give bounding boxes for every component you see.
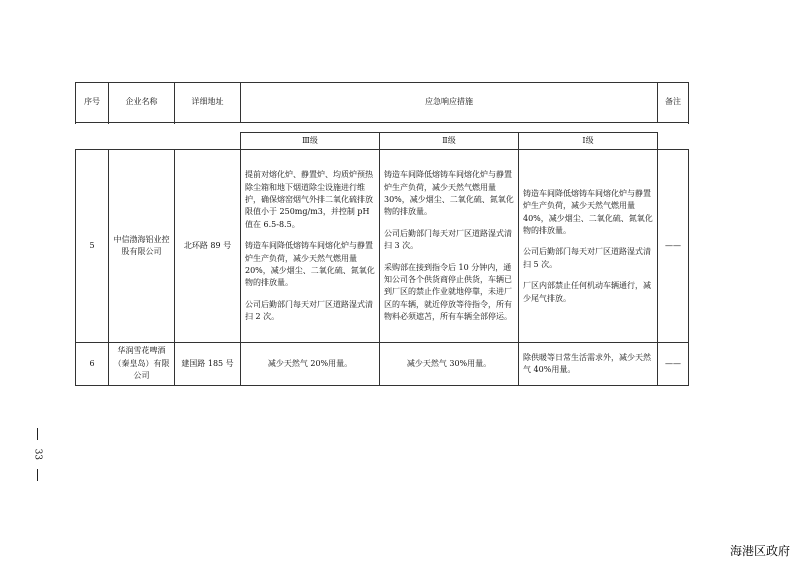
footer-watermark: 海港区政府 [729,544,790,558]
row-remarks: —— [658,343,689,385]
table-row [76,150,689,343]
measure-text: 公司后勤部门每天对厂区道路湿式清扫 3 次。 [384,228,512,251]
table-row [76,343,689,385]
header-company: 企业名称 [109,83,175,123]
row-level2 [380,150,519,343]
header-level1: Ⅰ级 [519,133,658,150]
row-level2: 减少天然气 30%用量。 [380,343,519,385]
measure-text: 厂区内部禁止任何机动车辆通行，减少尾气排放。 [523,281,651,303]
header-remarks: 备注 [658,83,689,123]
row-address: 北环路 89 号 [175,150,241,343]
measure-text: 公司后勤部门每天对厂区道路湿式清扫 5 次。 [523,247,651,269]
measure-text: 采购部在接到指令后 10 分钟内，通知公司各个供货商停止供货，车辆已到厂区的禁止作业就地停靠，未进厂区的车辆，就近停放等待指令，所有物料必须遮苫，所有车辆全部停运。 [384,262,512,322]
measure-text: 提前对熔化炉、静置炉、均质炉预热除尘箱和地下烟道除尘设施进行维护，确保熔窑烟气外排二氧化硫排放限值小于 250mg/m3，并控制 pH 值在 6.5-8.5。 [245,170,373,229]
row-seq: 5 [76,150,109,343]
page-number [28,428,46,481]
measure-text: 铸造车间降低熔铸车间熔化炉与静置炉生产负荷，减少天然气燃用量 30%，减少烟尘、二氧化硫、氮氧化物的排放量。 [384,170,514,217]
row-company: 中信渤海铝业控股有限公司 [109,150,175,343]
header-level3: Ⅲ级 [241,133,380,150]
page-number-text: 33 [32,448,43,461]
header-level2: Ⅱ级 [380,133,519,150]
emergency-measures-table [75,82,689,386]
measure-text: 公司后勤部门每天对厂区道路湿式清扫 2 次。 [245,299,373,322]
row-address: 建国路 185 号 [175,343,241,385]
measure-text: 铸造车间降低熔铸车间熔化炉与静置炉生产负荷，减少天然气燃用量 20%，减少烟尘、二氧化硫、氮氧化物的排放量。 [245,241,375,288]
row-company: 华润雪花啤酒（秦皇岛）有限公司 [109,343,175,385]
row-level3: 减少天然气 20%用量。 [241,343,380,385]
header-seq: 序号 [76,83,109,123]
row-level1: 除供暖等日常生活需求外，减少天然气 40%用量。 [519,343,658,385]
header-address: 详细地址 [175,83,241,123]
header-measures: 应急响应措施 [241,83,658,123]
row-remarks: —— [658,150,689,343]
row-level1 [519,150,658,343]
row-level3 [241,150,380,343]
measure-text: 铸造车间降低熔铸车间熔化炉与静置炉生产负荷，减少天然气燃用量 40%，减少烟尘、二氧化硫、氮氧化物的排放量。 [523,188,653,235]
row-seq: 6 [76,343,109,385]
